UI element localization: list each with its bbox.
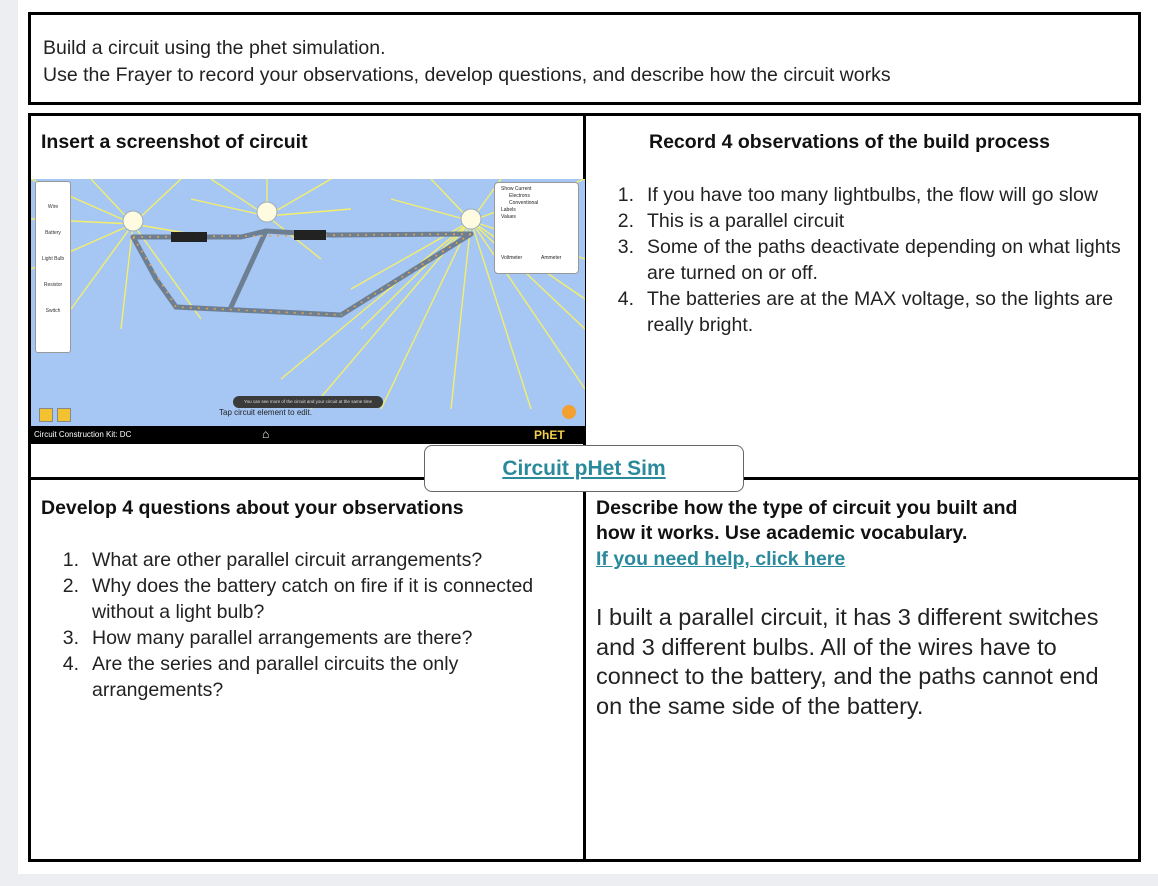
circuit-description: I built a parallel circuit, it has 3 different switches and 3 different bulbs. All of the wires have to connect to the battery, and the paths cannot end on the same side of the battery. xyxy=(596,604,1099,719)
q1-title: Insert a screenshot of circuit xyxy=(41,131,308,153)
option-electrons[interactable]: Electrons xyxy=(509,193,530,199)
sim-title: Circuit Construction Kit: DC xyxy=(34,430,132,439)
list-item: 2. Why does the battery catch on fire if it is connected without a light bulb? xyxy=(62,575,534,623)
instructions-line-2: Use the Frayer to record your observations, develop questions, and describe how the circuit works xyxy=(43,64,891,86)
toolbox-item-wire[interactable]: Wire xyxy=(47,204,59,210)
sim-hint: Tap circuit element to edit. xyxy=(219,408,312,417)
instructions-line-1: Build a circuit using the phet simulation. xyxy=(43,37,386,59)
battery-component-2 xyxy=(294,230,326,240)
q4-title: Describe how the type of circuit you built and how it works. Use academic vocabulary. xyxy=(596,497,1018,544)
option-show-current[interactable]: Show Current xyxy=(501,186,532,192)
toolbox-item-light-bulb[interactable]: Light Bulb xyxy=(41,256,65,262)
list-item: 4. The batteries are at the MAX voltage, so the lights are really bright. xyxy=(617,288,1114,336)
zoom-in-icon[interactable] xyxy=(57,408,71,422)
sim-tooltip: You can see more of the circuit and your circuit at the same time xyxy=(233,396,383,408)
voltmeter-tool[interactable]: Voltmeter xyxy=(501,255,523,261)
sim-navbar xyxy=(31,426,585,444)
phet-logo[interactable]: PhET xyxy=(534,428,565,442)
list-item: 3. Some of the paths deactivate depending on what lights are turned on or off. xyxy=(617,236,1121,284)
help-link-container xyxy=(596,547,845,572)
instructions-header xyxy=(28,12,1141,105)
home-icon[interactable]: ⌂ xyxy=(262,427,270,441)
questions-list xyxy=(45,547,575,703)
circuit-screenshot xyxy=(31,179,585,444)
toolbox-item-resistor[interactable]: Resistor xyxy=(43,282,63,288)
observations-list xyxy=(600,182,1135,338)
q3-title: Develop 4 questions about your observations xyxy=(41,497,464,519)
help-link[interactable]: If you need help, click here xyxy=(596,548,846,570)
toolbox-item-switch[interactable]: Switch xyxy=(45,308,61,314)
list-item: 2. This is a parallel circuit xyxy=(617,210,845,232)
list-item: 4. Are the series and parallel circuits the only arrangements? xyxy=(62,653,459,701)
q2-title: Record 4 observations of the build process xyxy=(649,131,1050,153)
option-labels[interactable]: Labels xyxy=(501,207,516,213)
current-flow xyxy=(133,234,471,315)
phet-sim-link[interactable]: Circuit pHet Sim xyxy=(502,457,666,480)
light-bulbs xyxy=(123,202,481,231)
reset-all-icon[interactable] xyxy=(562,405,576,419)
battery-component xyxy=(171,232,207,242)
component-toolbox[interactable] xyxy=(35,181,71,353)
list-item: 1. If you have too many lightbulbs, the flow will go slow xyxy=(617,184,1098,206)
sim-link-pill xyxy=(424,445,744,492)
option-values[interactable]: Values xyxy=(501,214,516,220)
list-item: 1. What are other parallel circuit arrangements? xyxy=(62,549,483,571)
zoom-out-icon[interactable] xyxy=(39,408,53,422)
list-item: 3. How many parallel arrangements are there? xyxy=(62,627,473,649)
toolbox-item-battery[interactable]: Battery xyxy=(45,230,61,236)
ammeter-tool[interactable]: Ammeter xyxy=(541,255,562,261)
options-panel[interactable] xyxy=(494,182,579,274)
option-conventional[interactable]: Conventional xyxy=(509,200,539,206)
